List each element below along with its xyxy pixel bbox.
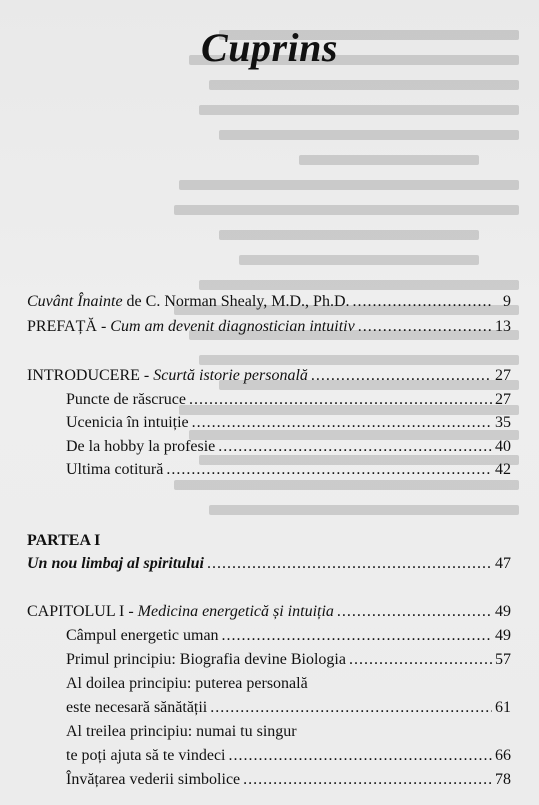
page-number: 42 [495,461,511,478]
dot-leader [218,438,492,456]
toc-entry-energy-field[interactable] [66,627,511,645]
toc-entry-lead: Cuvânt Înainte [27,293,123,310]
dot-leader [166,461,492,479]
dot-leader [243,771,492,789]
toc-entry-preface[interactable] [27,318,511,336]
toc-entry-label: Puncte de răscruce [66,391,186,408]
page-title: Cuprins [201,25,338,70]
dot-leader [207,555,492,573]
toc-entry-lead: PREFAȚĂ - [27,318,111,335]
page-number: 13 [495,318,511,335]
page-number: 66 [495,747,511,764]
toc-entry-label [27,367,308,385]
page-number: 27 [495,367,511,384]
page-number: 57 [495,651,511,668]
toc-entry-label: Câmpul energetic uman [66,627,219,644]
page-number: 61 [495,699,511,716]
toc-entry-label: Ucenicia în intuiție [66,414,189,431]
toc-entry-label [27,555,204,573]
toc-entry-label: Învățarea vederii simbolice [66,771,241,788]
toc-entry-lead: CAPITOLUL I - [27,603,138,620]
page-number: 27 [495,391,511,408]
dot-leader [311,367,492,385]
toc-entry-introduction[interactable] [27,367,511,385]
toc-entry-chapter-one[interactable] [27,603,511,621]
page-number: 78 [495,771,511,788]
toc-entry-label [27,318,355,336]
page-number: 49 [495,603,511,620]
toc-entry-last-turn[interactable] [66,461,511,479]
dot-leader [349,651,492,669]
toc-entry-label [27,603,334,621]
toc-entry-foreword[interactable] [27,293,511,311]
page-number: 47 [495,555,511,572]
dot-leader [229,747,493,765]
toc-entry-symbolic-sight[interactable] [66,771,511,789]
dot-leader [337,603,492,621]
dot-leader [210,699,492,717]
part-heading: PARTEA I [27,532,101,549]
toc-entry-part-one[interactable] [27,555,511,573]
toc-entry-hobby-to-profession[interactable] [66,438,511,456]
toc-entry-rest: de C. Norman Shealy, M.D., Ph.D. [122,293,350,310]
dot-leader [192,414,492,432]
page-number: 9 [503,293,511,310]
toc-entry-label: este necesară sănătății [66,699,208,716]
toc-entry-label: Primul principiu: Biografia devine Biologia [66,651,346,668]
page-number: 35 [495,414,511,431]
dot-leader [222,627,492,645]
dot-leader [358,318,492,336]
toc-entry-first-principle[interactable] [66,651,511,669]
dot-leader [353,293,493,311]
toc-entry-apprenticeship[interactable] [66,414,511,432]
toc-entry-turning-points[interactable] [66,391,511,409]
toc-entry-label: Ultima cotitură [66,461,164,478]
toc-entry-third-principle-line1[interactable]: Al treilea principiu: numai tu singur [66,723,297,740]
toc-entry-lead: INTRODUCERE - [27,367,154,384]
part-subtitle: Un nou limbaj al spiritului [27,555,204,572]
toc-entry-second-principle-line1[interactable]: Al doilea principiu: puterea personală [66,675,308,692]
toc-entry-label: De la hobby la profesie [66,438,216,455]
toc-entry-second-principle[interactable] [66,699,511,717]
page-number: 49 [495,627,511,644]
toc-entry-italic: Medicina energetică și intuiția [137,603,334,620]
page-number: 40 [495,438,511,455]
toc-entry-label [27,293,350,311]
toc-entry-italic: Cum am devenit diagnostician intuitiv [110,318,355,335]
toc-entry-third-principle[interactable] [66,747,511,765]
toc-entry-label: te poți ajuta să te vindeci [66,747,226,764]
toc-entry-italic: Scurtă istorie personală [153,367,308,384]
dot-leader [189,391,492,409]
